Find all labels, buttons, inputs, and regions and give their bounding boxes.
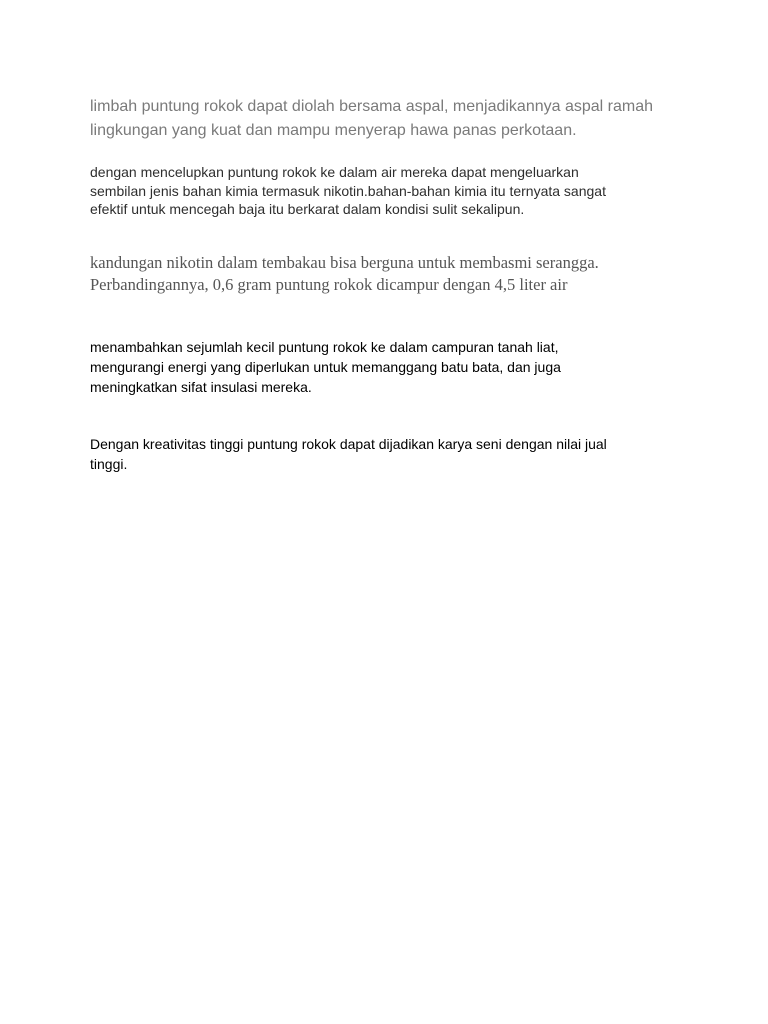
paragraph-insecticide bbox=[90, 252, 650, 296]
paragraph-line: sembilan jenis bahan kimia termasuk nikotin.bahan-bahan kimia itu ternyata sangat bbox=[90, 182, 606, 199]
paragraph-line: efektif untuk mencegah baja itu berkarat dalam kondisi sulit sekalipun. bbox=[90, 201, 525, 217]
paragraph-line: Perbandingannya, 0,6 gram puntung rokok dicampur dengan 4,5 liter air bbox=[90, 275, 568, 294]
paragraph-bricks bbox=[90, 337, 640, 397]
paragraph-art bbox=[90, 434, 670, 474]
paragraph-line: lingkungan yang kuat dan mampu menyerap hawa panas perkotaan. bbox=[90, 122, 577, 139]
paragraph-line: kandungan nikotin dalam tembakau bisa berguna untuk membasmi serangga. bbox=[90, 253, 599, 272]
paragraph-line: dengan mencelupkan puntung rokok ke dalam air mereka dapat mengeluarkan bbox=[90, 164, 579, 180]
paragraph-line: meningkatkan sifat insulasi mereka. bbox=[90, 379, 312, 395]
paragraph-line: menambahkan sejumlah kecil puntung rokok ke dalam campuran tanah liat, bbox=[90, 339, 559, 355]
paragraph-steel-corrosion bbox=[90, 163, 660, 219]
paragraph-asphalt bbox=[90, 95, 680, 143]
paragraph-line: Dengan kreativitas tinggi puntung rokok dapat dijadikan karya seni dengan nilai jual bbox=[90, 436, 607, 452]
paragraph-line: tinggi. bbox=[90, 456, 128, 472]
paragraph-line: limbah puntung rokok dapat diolah bersama aspal, menjadikannya aspal ramah bbox=[90, 98, 654, 115]
paragraph-line: mengurangi energi yang diperlukan untuk memanggang batu bata, dan juga bbox=[90, 359, 561, 375]
